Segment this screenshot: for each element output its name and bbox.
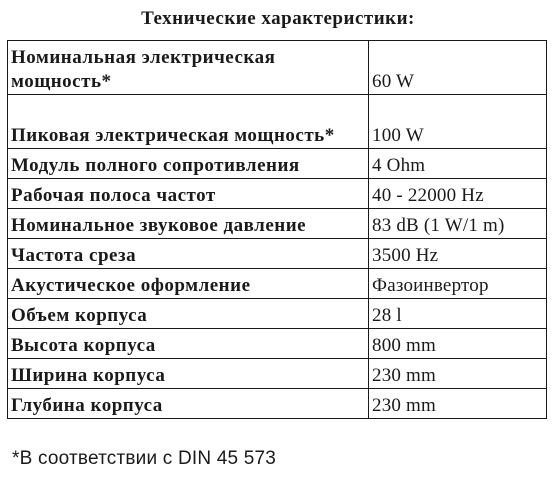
spec-param: Объем корпуса <box>8 299 369 329</box>
spec-value: 3500 Hz <box>369 239 547 269</box>
spec-row-crossover-frequency <box>8 239 547 269</box>
spec-row-peak-power <box>8 95 547 149</box>
spec-param: Рабочая полоса частот <box>8 179 369 209</box>
spec-row-sound-pressure <box>8 209 547 239</box>
spec-value: 230 mm <box>369 359 547 389</box>
spec-value: Фазоинвертор <box>369 269 547 299</box>
spec-param: Пиковая электрическая мощность* <box>8 95 369 149</box>
spec-value: 83 dB (1 W/1 m) <box>369 209 547 239</box>
spec-param: Глубина корпуса <box>8 389 369 419</box>
spec-value: 800 mm <box>369 329 547 359</box>
spec-title: Технические характеристики: <box>141 8 415 29</box>
spec-param: Номинальная электрическая мощность* <box>8 41 369 95</box>
spec-value: 60 W <box>369 41 547 95</box>
spec-row-depth <box>8 389 547 419</box>
spec-param: Модуль полного сопротивления <box>8 149 369 179</box>
spec-value: 28 l <box>369 299 547 329</box>
spec-row-enclosure-type <box>8 269 547 299</box>
spec-value: 100 W <box>369 95 547 149</box>
spec-param: Высота корпуса <box>8 329 369 359</box>
spec-value: 40 - 22000 Hz <box>369 179 547 209</box>
spec-row-width <box>8 359 547 389</box>
footnote: *В соответствии с DIN 45 573 <box>12 448 277 469</box>
spec-param: Номинальное звуковое давление <box>8 209 369 239</box>
spec-param: Ширина корпуса <box>8 359 369 389</box>
spec-param: Акустическое оформление <box>8 269 369 299</box>
spec-value: 230 mm <box>369 389 547 419</box>
spec-row-nominal-power <box>8 41 547 95</box>
spec-value: 4 Ohm <box>369 149 547 179</box>
spec-param: Частота среза <box>8 239 369 269</box>
spec-row-enclosure-volume <box>8 299 547 329</box>
spec-row-height <box>8 329 547 359</box>
spec-row-impedance <box>8 149 547 179</box>
spec-row-frequency-range <box>8 179 547 209</box>
spec-table <box>7 40 547 419</box>
